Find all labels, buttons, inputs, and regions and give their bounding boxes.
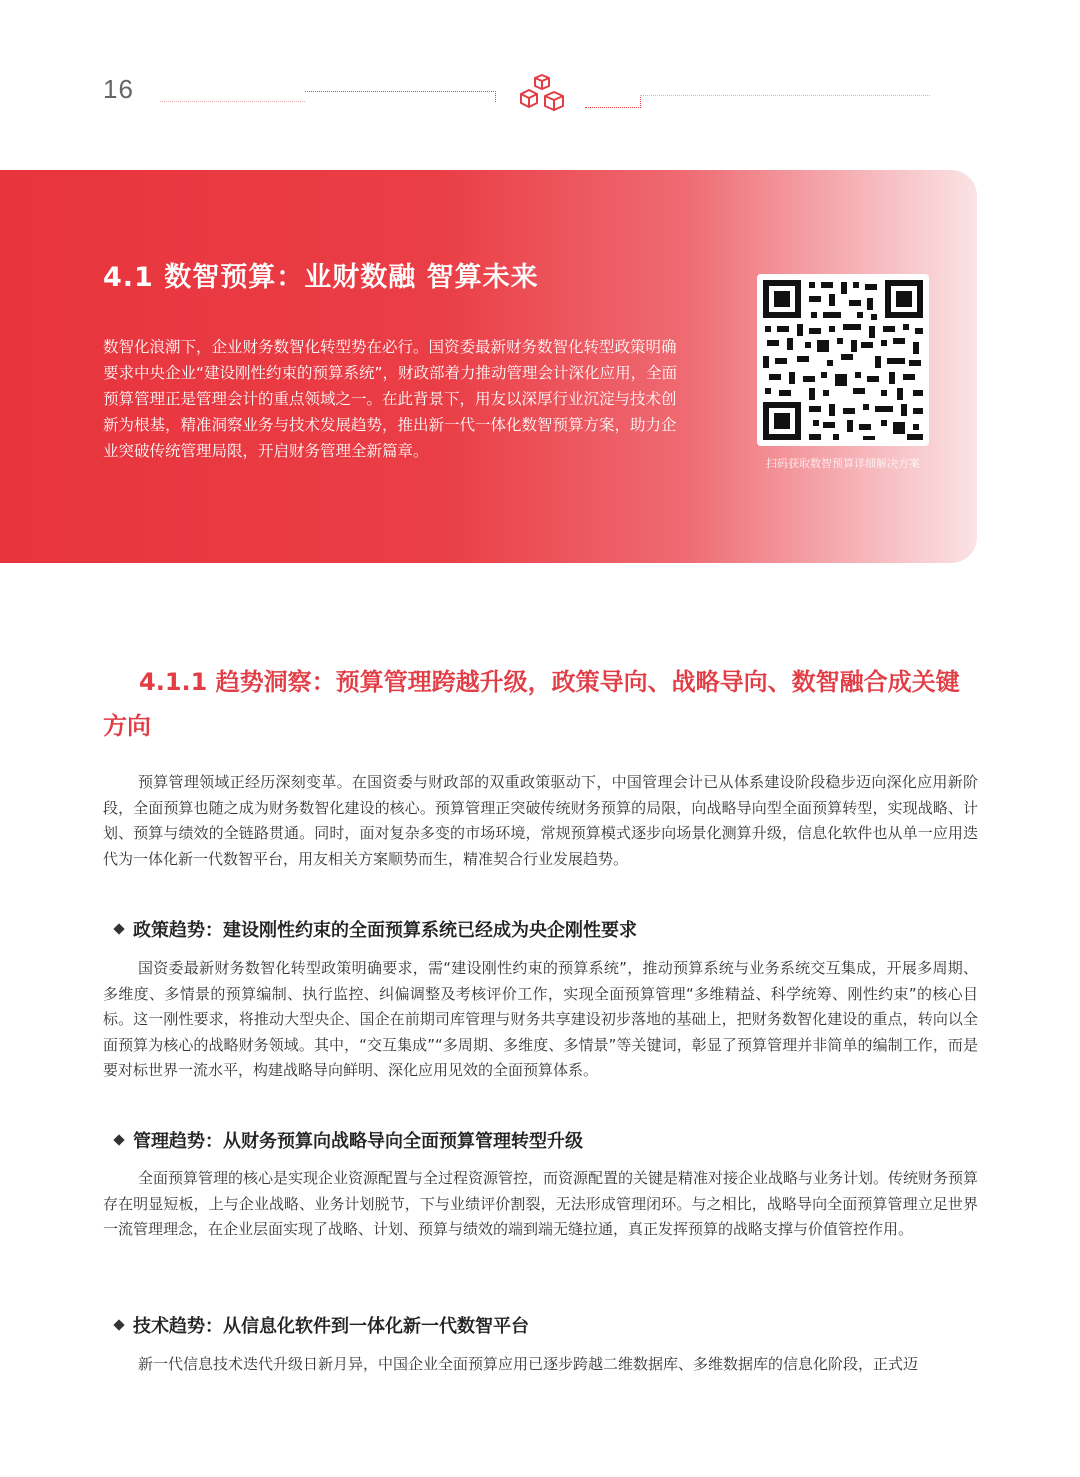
banner-title: 4.1 数智预算：业财数融 智算未来: [103, 262, 539, 293]
trend-heading-label: 管理趋势：从财务预算向战略导向全面预算管理转型升级: [133, 1131, 583, 1152]
trend-paragraph-management: 全面预算管理的核心是实现企业资源配置与全过程资源管控，而资源配置的关键是精准对接企业战略与业务计划。传统财务预算存在明显短板，上与企业战略、业务计划脱节，下与业绩评价割裂，无法形成管理闭环。与之相比，战略导向全面预算管理立足世界一流管理理念，在企业层面实现了战略、计划、预算与绩效的端到端无缝拉通，真正发挥预算的战略支撑与价值管控作用。: [103, 1169, 979, 1238]
trend-paragraph-technology: 新一代信息技术迭代升级日新月异，中国企业全面预算应用已逐步跨越二维数据库、多维数据库的信息化阶段，正式迈: [138, 1355, 919, 1373]
header-divider-right-step: [585, 95, 641, 108]
header-divider-right: [640, 95, 930, 96]
qr-caption: 扫码获取数智预算详细解决方案: [766, 457, 920, 470]
banner-paragraph: 数智化浪潮下，企业财务数智化转型势在必行。国资委最新财务数智化转型政策明确要求中央企业“建设刚性约束的预算系统”，财政部着力推动管理会计深化应用，全面预算管理正是管理会计的重点领域之一。在此背景下，用友以深厚行业沉淀与技术创新为根基，精准洞察业务与技术发展趋势，推出新一代一体化数智预算方案，助力企业突破传统管理局限，开启财务管理全新篇章。: [103, 338, 678, 460]
header-divider-left: [160, 101, 305, 102]
qr-code[interactable]: [757, 274, 929, 446]
diamond-bullet-icon: [113, 1319, 124, 1330]
trend-heading-label: 政策趋势：建设刚性约束的全面预算系统已经成为央企刚性要求: [133, 920, 637, 941]
qr-code-pattern: [757, 274, 929, 446]
header-divider-left-step: [305, 91, 496, 102]
diamond-bullet-icon: [113, 923, 124, 934]
trend-paragraph-policy: 国资委最新财务数智化转型政策明确要求，需“建设刚性约束的预算系统”，推动预算系统与业务系统交互集成，开展多周期、多维度、多情景的预算编制、执行监控、纠偏调整及考核评价工作，实现全面预算管理“多维精益、科学统筹、刚性约束”的核心目标。这一刚性要求，将推动大型央企、国企在前期司库管理与财务共享建设初步落地的基础上，把财务数智化建设的重点，转向以全面预算为核心的战略财务领域。其中，“交互集成”“多周期、多维度、多情景”等关键词，彰显了预算管理并非简单的编制工作，而是要对标世界一流水平，构建战略导向鲜明、深化应用见效的全面预算体系。: [103, 959, 978, 1079]
page-number: 16: [103, 74, 134, 104]
section-intro-paragraph: 预算管理领域正经历深刻变革。在国资委与财政部的双重政策驱动下，中国管理会计已从体系建设阶段稳步迈向深化应用新阶段，全面预算也随之成为财务数智化建设的核心。预算管理正突破传统财务预算的局限，向战略导向型全面预算转型，实现战略、计划、预算与绩效的全链路贯通。同时，面对复杂多变的市场环境，常规预算模式逐步向场景化测算升级，信息化软件也从单一应用迭代为一体化新一代数智平台，用友相关方案顺势而生，精准契合行业发展趋势。: [103, 773, 978, 868]
section-title: 4.1.1 趋势洞察：预算管理跨越升级，政策导向、战略导向、数智融合成关键方向: [103, 668, 960, 740]
trend-heading-management: [115, 1127, 583, 1153]
trend-heading-policy: [115, 916, 637, 942]
diamond-bullet-icon: [113, 1134, 124, 1145]
trend-heading-label: 技术趋势：从信息化软件到一体化新一代数智平台: [133, 1316, 529, 1337]
trend-heading-technology: [115, 1312, 529, 1338]
cubes-icon: [517, 72, 567, 116]
